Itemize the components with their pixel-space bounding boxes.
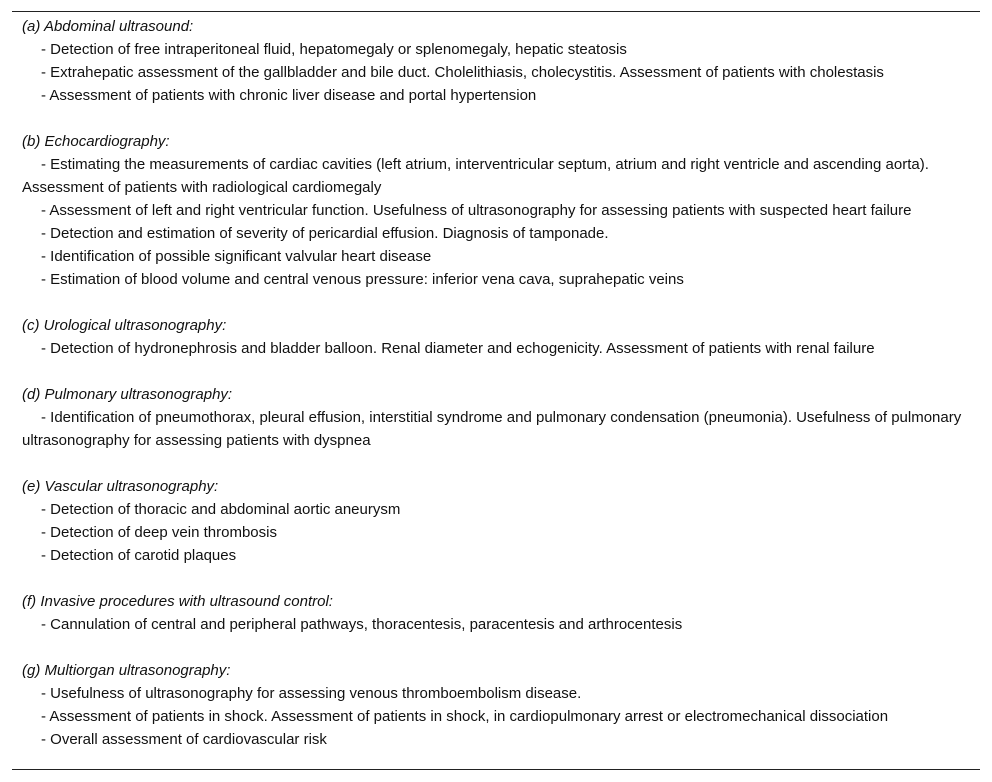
table-content [22, 15, 974, 774]
section-c [22, 314, 974, 360]
section-a [22, 15, 974, 107]
section-d [22, 383, 974, 452]
section-item: - Assessment of left and right ventricular function. Usefulness of ultrasonography for assessing patients with suspected heart failure [41, 202, 912, 219]
section-item: - Identification of pneumothorax, pleural effusion, interstitial syndrome and pulmonary condensation (pneumonia). Usefulness of pulmonary ultrasonography for assessing patients with dyspnea [22, 409, 962, 449]
section-title: (g) Multiorgan ultrasonography: [22, 662, 231, 679]
ultrasound-applications-table [12, 11, 980, 770]
section-e [22, 475, 974, 567]
section-g [22, 659, 974, 751]
section-title: (d) Pulmonary ultrasonography: [22, 386, 233, 403]
section-item: - Cannulation of central and peripheral pathways, thoracentesis, paracentesis and arthrocentesis [41, 616, 683, 633]
section-title: (f) Invasive procedures with ultrasound control: [22, 593, 333, 610]
section-title: (c) Urological ultrasonography: [22, 317, 227, 334]
section-title: (e) Vascular ultrasonography: [22, 478, 219, 495]
section-f [22, 590, 974, 636]
section-item: - Estimating the measurements of cardiac cavities (left atrium, interventricular septum, atrium and right ventricle and ascending aorta). Assessment of patients with radiological cardiomegaly [22, 156, 929, 196]
section-item: - Extrahepatic assessment of the gallbladder and bile duct. Cholelithiasis, cholecystitis. Assessment of patients with cholestasis [41, 64, 884, 81]
section-item: - Assessment of patients with chronic liver disease and portal hypertension [41, 87, 537, 104]
section-item: - Detection and estimation of severity of pericardial effusion. Diagnosis of tamponade. [41, 225, 609, 242]
section-item: - Detection of carotid plaques [41, 547, 237, 564]
section-item: - Detection of thoracic and abdominal aortic aneurysm [41, 501, 401, 518]
section-item: - Detection of hydronephrosis and bladder balloon. Renal diameter and echogenicity. Assessment of patients with renal failure [41, 340, 875, 357]
section-title: (a) Abdominal ultrasound: [22, 18, 194, 35]
section-b [22, 130, 974, 291]
section-item: - Detection of deep vein thrombosis [41, 524, 277, 541]
section-item: - Overall assessment of cardiovascular risk [41, 731, 327, 748]
section-item: - Identification of possible significant valvular heart disease [41, 248, 432, 265]
section-item: - Usefulness of ultrasonography for assessing venous thromboembolism disease. [41, 685, 582, 702]
section-item: - Detection of free intraperitoneal fluid, hepatomegaly or splenomegaly, hepatic steatosis [41, 41, 627, 58]
section-item: - Assessment of patients in shock. Assessment of patients in shock, in cardiopulmonary arrest or electromechanical dissociation [41, 708, 889, 725]
section-item: - Estimation of blood volume and central venous pressure: inferior vena cava, suprahepatic veins [41, 271, 684, 288]
section-title: (b) Echocardiography: [22, 133, 170, 150]
